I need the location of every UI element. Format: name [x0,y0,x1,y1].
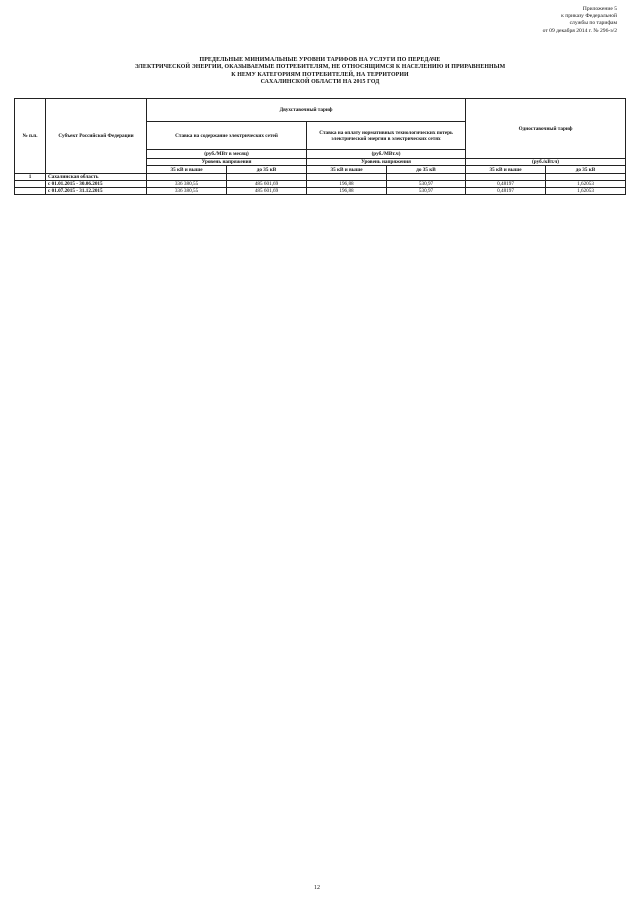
region-name: Сахалинская область [46,174,147,181]
title-line: К НЕМУ КАТЕГОРИЯМ ПОТРЕБИТЕЛЕЙ, НА ТЕРРИТОРИИ [231,71,409,78]
empty-cell [15,188,46,195]
voltage-level-maintenance: Уровень напряжения [147,159,307,166]
title-line: ПРЕДЕЛЬНЫЕ МИНИМАЛЬНЫЕ УРОВНИ ТАРИФОВ НА УСЛУГИ ПО ПЕРЕДАЧЕ [199,57,441,63]
voltage-low-losses: до 35 кВ [387,166,466,174]
region-number: 1 [15,174,46,181]
value-cell: 196,88 [307,188,387,195]
empty-cell [546,174,626,181]
value-cell: 530,97 [387,188,466,195]
voltage-low-one-part: до 35 кВ [546,166,626,174]
table-row [15,188,626,195]
unit-one-part: (руб./кВт.ч) [466,159,626,166]
value-cell: 196,88 [307,181,387,188]
annex-line: от 09 декабря 2014 г. № 296-э/2 [542,27,617,34]
value-cell: 530,97 [387,181,466,188]
period-cell: с 01.01.2015 - 30.06.2015 [46,181,147,188]
title-line: ЭЛЕКТРИЧЕСКОЙ ЭНЕРГИИ, ОКАЗЫВАЕМЫЕ ПОТРЕБИТЕЛЯМ, НЕ ОТНОСЯЩИМСЯ К НАСЕЛЕНИЮ И ПРИРАВНЕННЫМ [134,64,506,71]
header-two-part-tariff: Двухставочный тариф [147,99,466,122]
page-number: 12 [314,885,320,891]
header-one-part-tariff: Одноставочный тариф [466,99,626,159]
header-subject: Субъект Российской Федерации [46,99,147,174]
empty-cell [227,174,307,181]
header-rate-maintenance: Ставка на содержание электрических сетей [147,122,307,150]
annex-note [467,6,617,35]
tariff-table [14,98,626,195]
voltage-high-maintenance: 35 кВ и выше [147,166,227,174]
voltage-high-losses: 35 кВ и выше [307,166,387,174]
empty-cell [307,174,387,181]
empty-cell [15,181,46,188]
table-row [15,181,626,188]
period-cell: с 01.07.2015 - 31.12.2015 [46,188,147,195]
title-line: САХАЛИНСКОЙ ОБЛАСТИ НА 2015 ГОД [260,78,380,85]
empty-cell [466,174,546,181]
voltage-level-losses: Уровень напряжения [307,159,466,166]
annex-line: к приказу Федеральной [561,13,617,20]
value-cell: 336 380,55 [147,181,227,188]
value-cell: 485 601,69 [227,188,307,195]
value-cell: 0,48197 [466,181,546,188]
unit-maintenance: (руб./МВт в месяц) [147,150,307,159]
header-rate-losses: Ставка на оплату нормативных технологических потерь электрической энергии в электрических сетях [307,122,466,150]
value-cell: 485 601,69 [227,181,307,188]
value-cell: 1,62053 [546,188,626,195]
annex-line: Приложение 5 [582,6,617,12]
document-title [110,57,530,86]
header-number: № п.п. [15,99,46,174]
empty-cell [387,174,466,181]
voltage-high-one-part: 35 кВ и выше [466,166,546,174]
value-cell: 0,48197 [466,188,546,195]
annex-line: службы по тарифам [569,20,617,27]
empty-cell [147,174,227,181]
voltage-low-maintenance: до 35 кВ [227,166,307,174]
value-cell: 1,62053 [546,181,626,188]
value-cell: 336 380,55 [147,188,227,195]
unit-losses: (руб./МВт.ч) [307,150,466,159]
